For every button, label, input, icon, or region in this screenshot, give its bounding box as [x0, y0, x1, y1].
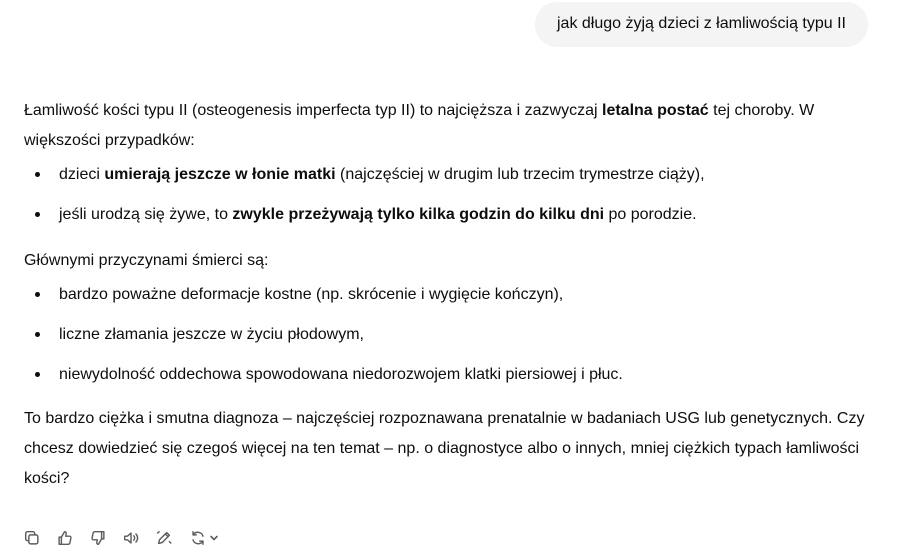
text-run: jeśli urodzą się żywe, to [59, 206, 233, 223]
edit-button[interactable] [154, 528, 174, 548]
causes-list [24, 280, 869, 390]
bold-text: umierają jeszcze w łonie matki [104, 166, 336, 183]
answer-intro [24, 96, 869, 156]
thumbs-down-icon [89, 529, 107, 547]
thumbs-up-icon [56, 529, 74, 547]
list-item: bardzo poważne deformacje kostne (np. skrócenie i wygięcie kończyn), [24, 280, 869, 310]
causes-heading: Głównymi przyczynami śmierci są: [24, 252, 269, 269]
copy-button[interactable] [22, 528, 42, 548]
answer-closing: To bardzo ciężka i smutna diagnoza – najczęściej rozpoznawana prenatalnie w badaniach USG lub genetycznych. Czy chcesz dowiedzieć się czegoś więcej na ten temat – np. o diagnostyce albo o innych, mniej ciężkich typach łamliwości kości? [24, 410, 865, 487]
fate-list [24, 160, 869, 230]
message-actions [22, 526, 221, 550]
copy-icon [23, 529, 41, 547]
list-item [24, 160, 869, 190]
text-run: (najczęściej w drugim lub trzecim trymestrze ciąży), [335, 166, 705, 183]
speaker-icon [122, 529, 140, 547]
chevron-down-icon [209, 533, 219, 543]
list-item: niewydolność oddechowa spowodowana niedorozwojem klatki piersiowej i płuc. [24, 360, 869, 390]
bold-text: letalna postać [602, 102, 709, 119]
bold-text: zwykle przeżywają tylko kilka godzin do kilku dni [232, 206, 605, 223]
text-run: Łamliwość kości typu II (osteogenesis imperfecta typ II) to najcięższa i zazwyczaj [24, 102, 602, 119]
list-item: liczne złamania jeszcze w życiu płodowym, [24, 320, 869, 350]
text-run: dzieci [59, 166, 105, 183]
edit-pen-icon [155, 529, 173, 547]
regenerate-button[interactable] [187, 528, 221, 548]
text-run: tej choroby. W większości przypadków: [24, 102, 815, 149]
read-aloud-button[interactable] [121, 528, 141, 548]
thumbs-up-button[interactable] [55, 528, 75, 548]
assistant-answer [24, 96, 869, 494]
user-message-bubble: jak długo żyją dzieci z łamliwością typu II [535, 2, 868, 47]
text-run: po porodzie. [604, 206, 697, 223]
list-item [24, 200, 869, 230]
thumbs-down-button[interactable] [88, 528, 108, 548]
regenerate-icon [189, 529, 207, 547]
